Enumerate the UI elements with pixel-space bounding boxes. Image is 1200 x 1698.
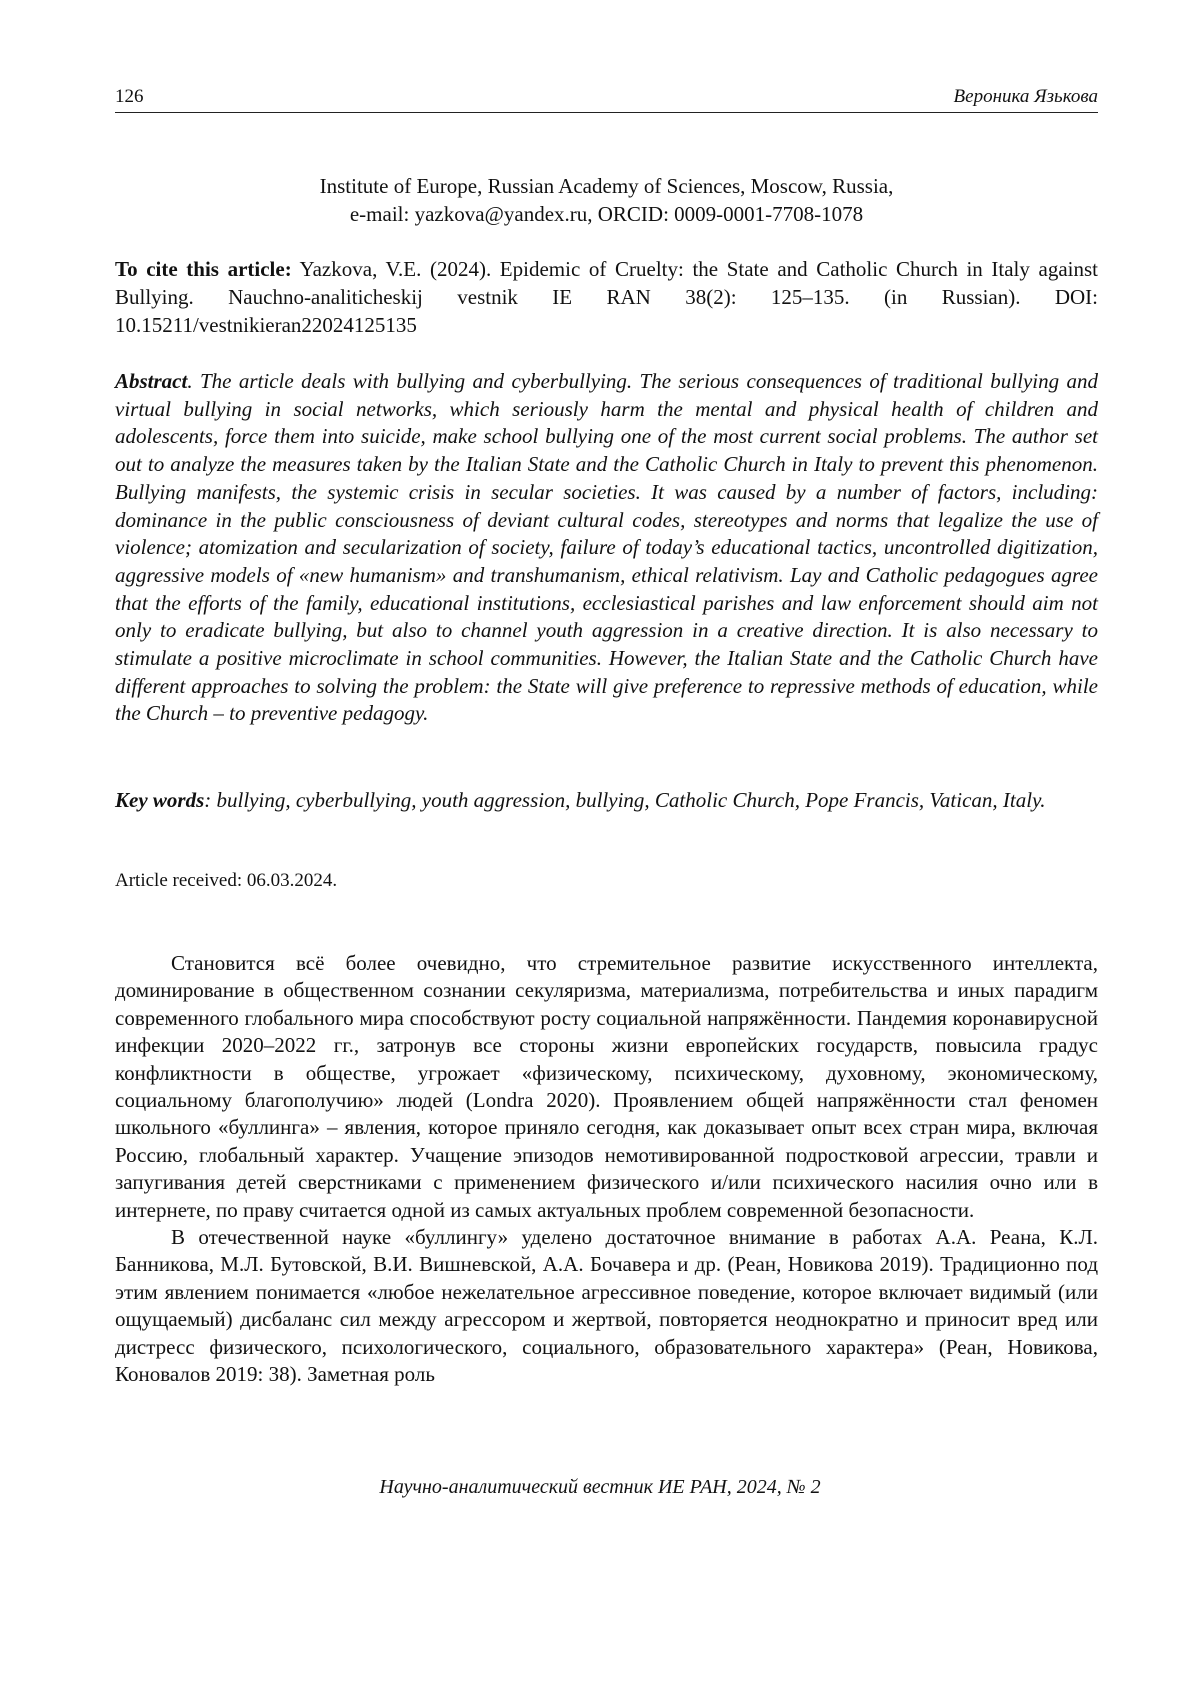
citation-block: [115, 255, 1098, 339]
page-number: 126: [115, 86, 144, 107]
affiliation-contacts: e-mail: yazkova@yandex.ru, ORCID: 0009-0001-7708-1078: [349, 202, 864, 226]
abstract-text: . The article deals with bullying and cyberbullying. The serious consequences of traditional bullying and virtual bullying in social networks, which seriously harm the mental and physical health of children and adolescents, force them into suicide, make school bullying one of the most current social problems. The author set out to analyze the measures taken by the Italian State and the Catholic Church in Italy to prevent this phenomenon. Bullying manifests, the systemic crisis in secular societies. It was caused by a number of factors, including: dominance in the public consciousness of deviant cultural codes, stereotypes and norms that legalize the use of violence; atomization and secularization of society, failure of today’s educational tactics, uncontrolled digitization, aggressive models of «new humanism» and transhumanism, ethical relativism. Lay and Catholic pedagogues agree that the efforts of the family, educational institutions, ecclesiastical parishes and law enforcement should aim not only to eradicate bullying, but also to channel youth aggression in a creative direction. It is also necessary to stimulate a positive microclimate in school communities. However, the Italian State and the Catholic Church have different approaches to solving the problem: the State will give preference to repressive methods of education, while the Church – to preventive pedagogy.: [115, 369, 1098, 726]
author-affiliation: [115, 172, 1098, 228]
running-head: [115, 86, 1098, 113]
received-date: Article received: 06.03.2024.: [115, 870, 338, 891]
abstract-label: Abstract: [115, 369, 188, 393]
abstract-block: [115, 368, 1098, 728]
body-paragraph: Становится всё более очевидно, что стремительное развитие искусственного интеллекта, доминирование в общественном сознании секуляризма, материализма, потребительства и иных парадигм современного глобального мира способствуют росту социальной напряжённости. Пандемия коронавирусной инфекции 2020–2022 гг., затронув все стороны жизни европейских государств, повысила градус конфликтности в обществе, угрожает «физическому, психическому, духовному, экономическому, социальному благополучию» людей (Londra 2020). Проявлением общей напряжённости стал феномен школьного «буллинга» – явления, которое приняло сегодня, как доказывает опыт всех стран мира, включая Россию, глобальный характер. Учащение эпизодов немотивированной подростковой агрессии, травли и запугивания детей сверстниками с применением физического и/или психического насилия очно или в интернете, по праву считается одной из самых актуальных проблем современной безопасности.: [115, 951, 1098, 1222]
keywords-block: [115, 786, 1098, 814]
keywords-text: : bullying, cyberbullying, youth aggression, bullying, Catholic Church, Pope Francis, Vatican, Italy.: [204, 788, 1046, 812]
citation-label: To cite this article:: [115, 257, 292, 281]
article-body: [115, 950, 1098, 1389]
journal-footer: Научно-аналитический вестник ИЕ РАН, 2024, № 2: [379, 1476, 821, 1498]
affiliation-institution: Institute of Europe, Russian Academy of Sciences, Moscow, Russia,: [319, 174, 894, 198]
running-head-author: Вероника Язькова: [953, 86, 1098, 107]
citation-text: Yazkova, V.E. (2024). Epidemic of Cruelty: the State and Catholic Church in Italy against Bullying. Nauchno-analiticheskij vestnik IE RAN 38(2): 125–135. (in Russian). DOI: 10.15211/vestnikieran22024125135: [115, 257, 1098, 337]
keywords-label: Key words: [115, 788, 205, 812]
body-paragraph: В отечественной науке «буллингу» уделено достаточное внимание в работах А.А. Реана, К.Л. Банникова, М.Л. Бутовской, В.И. Вишневской, А.А. Бочавера и др. (Реан, Новикова 2019). Традиционно под этим явлением понимается «любое нежелательное агрессивное поведение, которое включает видимый (или ощущаемый) дисбаланс сил между агрессором и жертвой, повторяется неоднократно и приносит вред или дистресс физического, психологического, социального, образовательного характера» (Реан, Новикова, Коновалов 2019: 38). Заметная роль: [115, 1225, 1098, 1387]
